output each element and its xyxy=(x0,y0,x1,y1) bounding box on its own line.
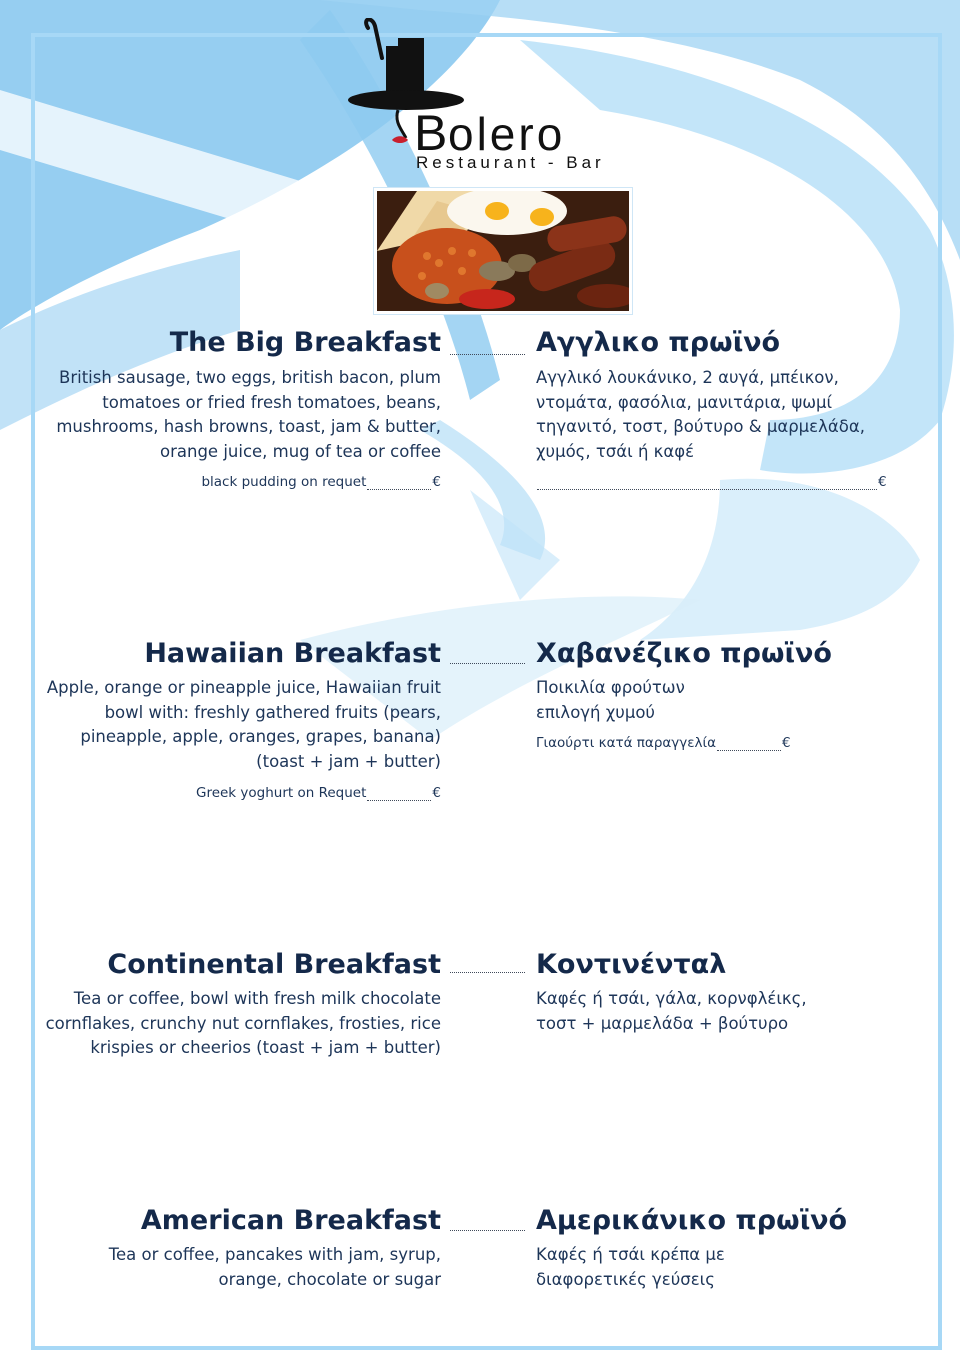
item-description-en: Apple, orange or pineapple juice, Hawaiian fruit bowl with: freshly gathered fruits (pears, pineapple, apple, oranges, grapes, banana) (toast + jam + butter) xyxy=(46,678,441,771)
item-description-gr: Ποικιλία φρούτων επιλογή χυμού xyxy=(536,678,685,722)
breakfast-photo xyxy=(374,188,632,314)
currency-symbol: € xyxy=(878,474,887,490)
item-title-en: Continental Breakfast xyxy=(107,949,441,980)
svg-text:olero: olero xyxy=(448,108,566,160)
item-description-en: Tea or coffee, pancakes with jam, syrup, orange, chocolate or sugar xyxy=(108,1245,441,1289)
item-description-gr: Καφές ή τσάι κρέπα με διαφορετικές γεύσεις xyxy=(536,1245,725,1289)
currency-symbol: € xyxy=(432,785,441,801)
item-title-en: American Breakfast xyxy=(140,1205,441,1236)
item-title-en: The Big Breakfast xyxy=(169,327,441,358)
item-title-en: Hawaiian Breakfast xyxy=(144,638,441,669)
title-separator xyxy=(450,663,525,664)
bolero-logo xyxy=(340,18,640,178)
item-extra-gr: Γιαούρτι κατά παραγγελία € xyxy=(536,735,791,751)
item-description-en: British sausage, two eggs, british bacon, plum tomatoes or fried fresh tomatoes, beans, mushrooms, hash browns, toast, jam & butter, orange juice, mug of tea or coffee xyxy=(56,368,441,461)
item-title-gr: Αμερικάνικο πρωϊνό xyxy=(536,1205,848,1236)
svg-text:Restaurant - Bar: Restaurant - Bar xyxy=(416,153,605,172)
item-extra-gr xyxy=(536,474,887,490)
currency-symbol: € xyxy=(432,474,441,490)
item-title-gr: Χαβανέζικο πρωϊνό xyxy=(536,638,832,669)
title-separator xyxy=(450,1230,525,1231)
item-title-gr: Κοντινένταλ xyxy=(536,949,727,980)
item-extra-en: black pudding on requet € xyxy=(201,474,441,490)
currency-symbol: € xyxy=(782,735,791,751)
item-extra-en: Greek yoghurt on Requet € xyxy=(195,785,441,801)
title-separator xyxy=(450,972,525,973)
item-description-en: Tea or coffee, bowl with fresh milk chocolate cornflakes, crunchy nut cornflakes, frosties, rice krispies or cheerios (toast + jam + butter) xyxy=(45,989,441,1058)
item-description-gr: Καφές ή τσάι, γάλα, κορνφλέικς, τοστ + μαρμελάδα + βούτυρο xyxy=(536,989,807,1033)
title-separator xyxy=(450,354,525,355)
item-description-gr: Αγγλικό λουκάνικο, 2 αυγά, μπέικον, ντομάτα, φασόλια, μανιτάρια, ψωμί τηγανιτό, τοστ, βούτυρο & μαρμελάδα, χυμός, τσάι ή καφέ xyxy=(536,368,865,461)
item-title-gr: Αγγλικο πρωϊνό xyxy=(536,327,781,358)
svg-text:B: B xyxy=(414,105,448,161)
